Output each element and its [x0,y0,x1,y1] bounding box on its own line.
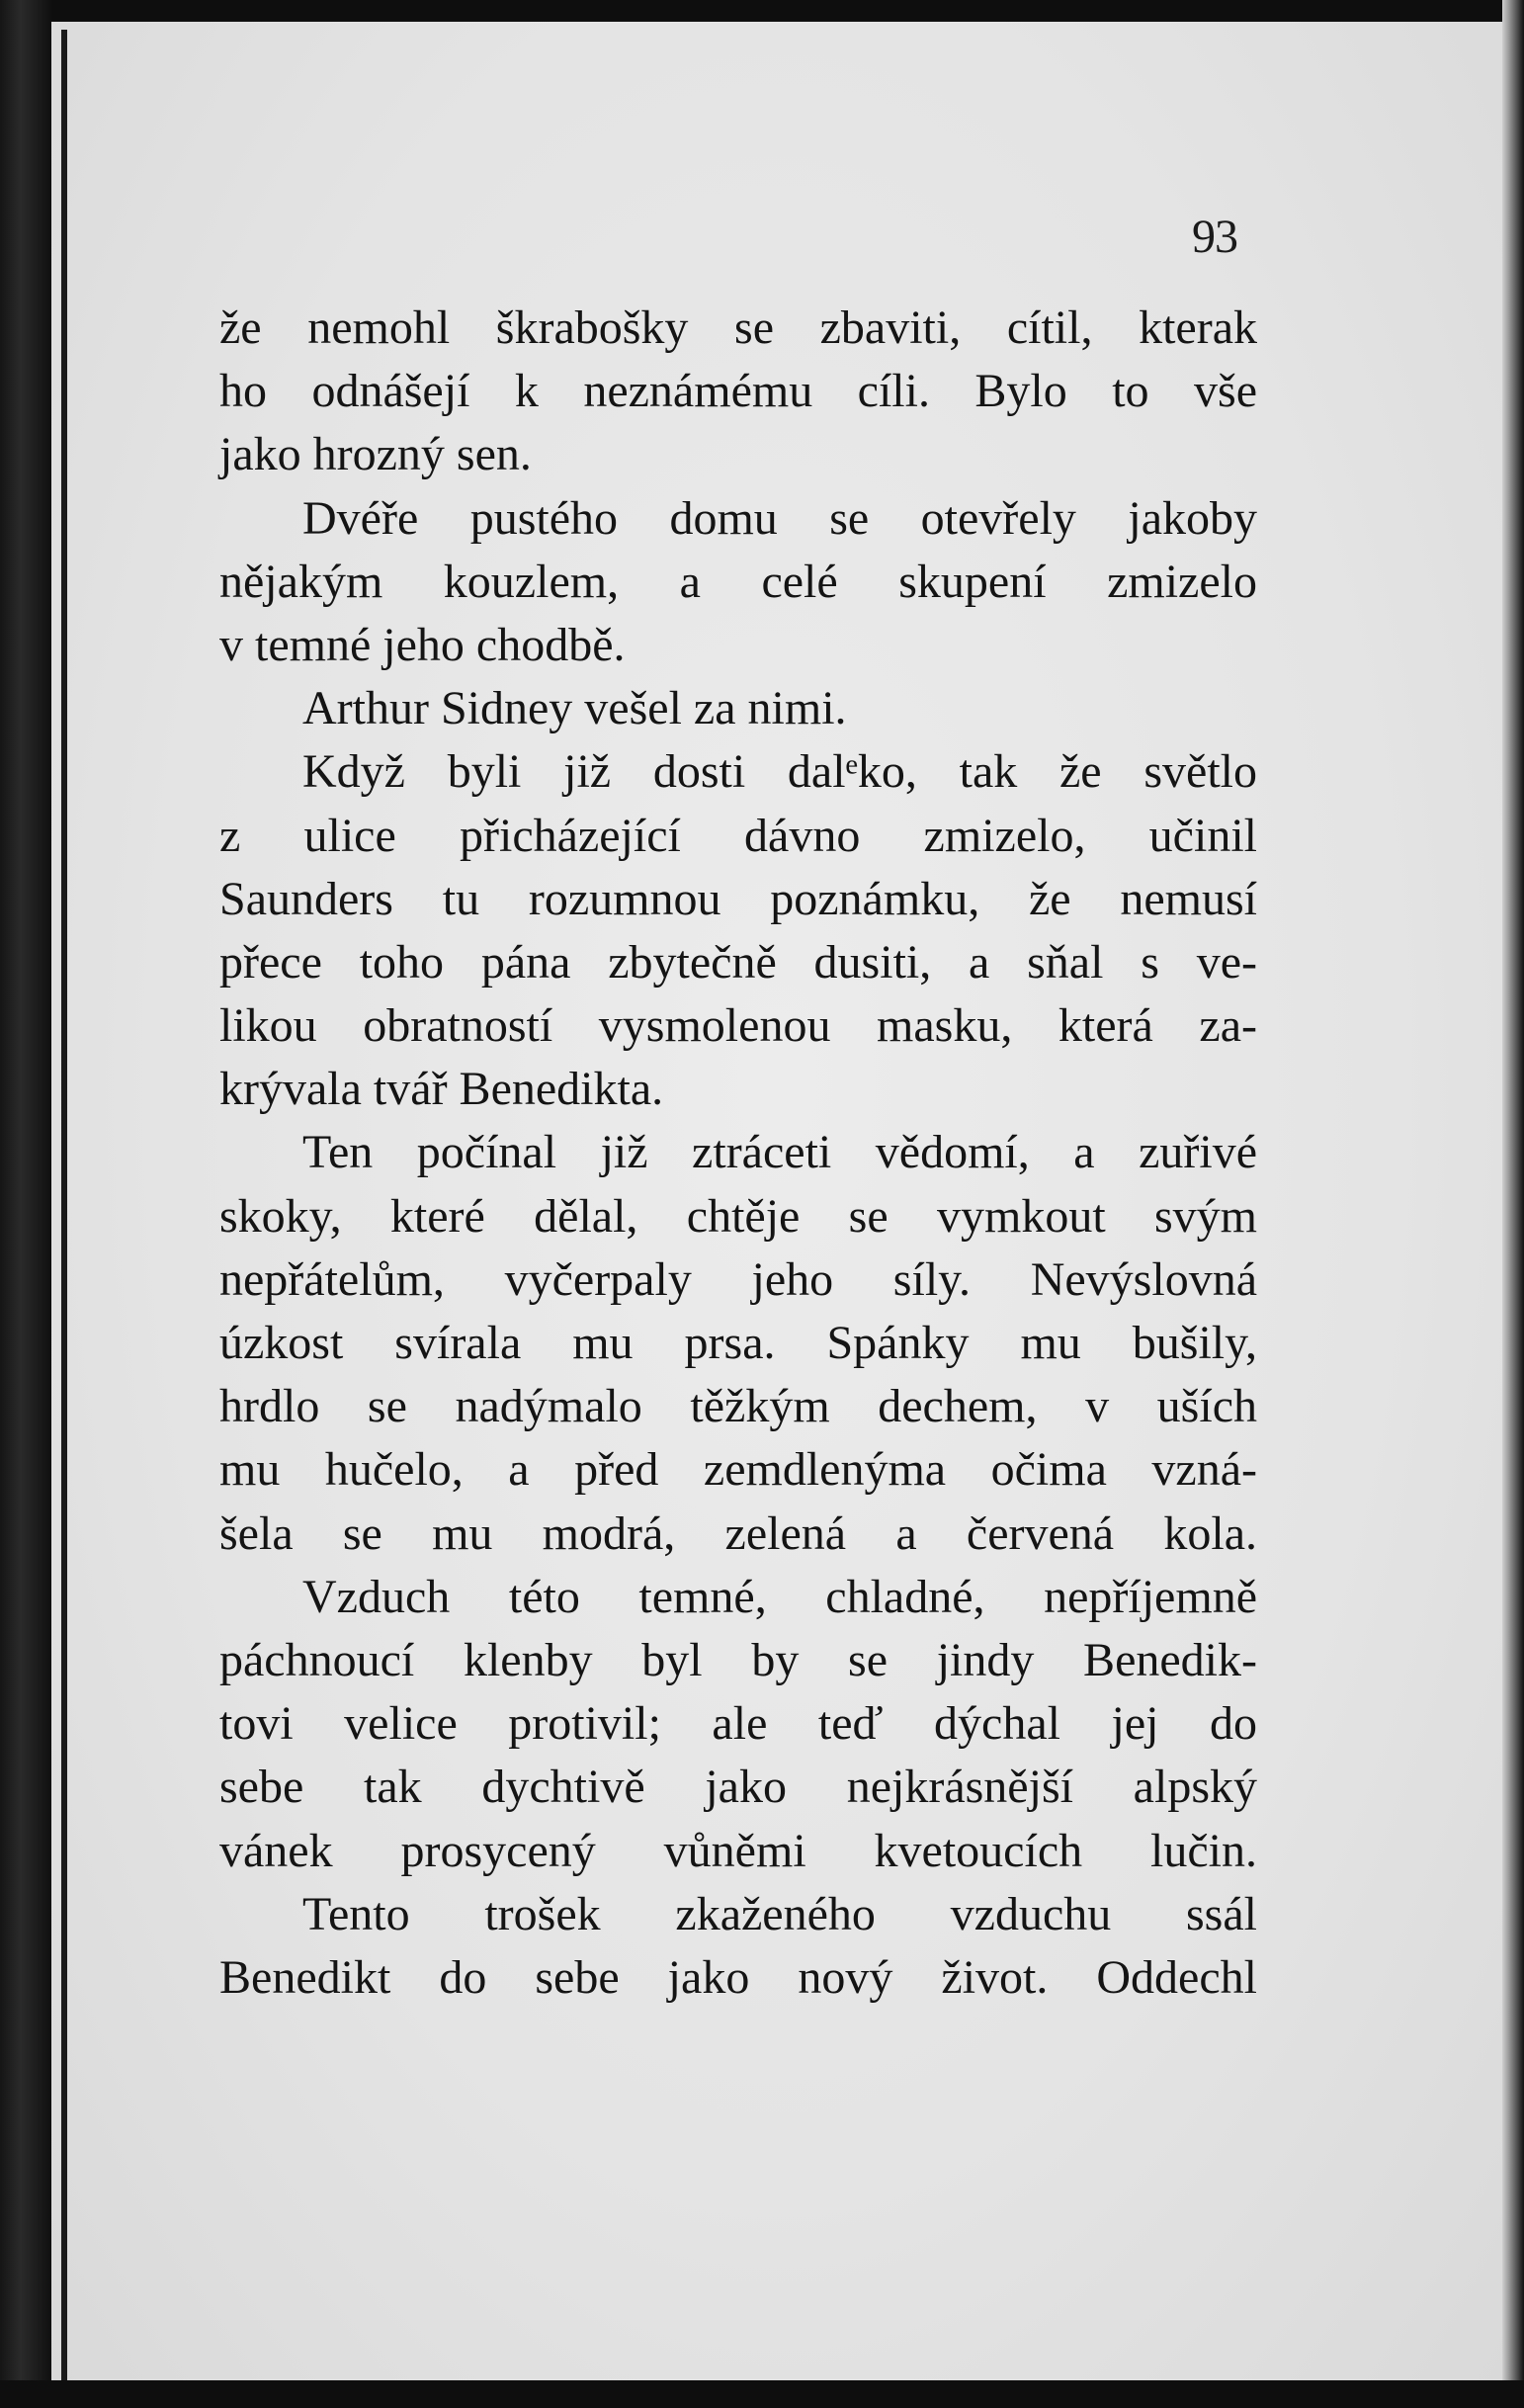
text-line: Tento trošek zkaženého vzduchu ssál [302,1887,1257,1940]
text-line: skoky, které dělal, chtěje se vymkout svým [219,1189,1257,1243]
text-line: v temné jeho chodbě. [219,618,626,671]
text-line: likou obratností vysmolenou masku, která za- [219,999,1257,1053]
text-line: tovi velice protivil; ale teď dýchal jej do [219,1697,1257,1751]
right-page-edge [1502,0,1524,2408]
text-line: přece toho pána zbytečně dusiti, a sňal s ve- [219,935,1257,989]
text-line: vánek prosycený vůněmi kvetoucích lučin. [219,1824,1257,1877]
body-text [219,297,1257,2010]
text-line: páchnoucí klenby byl by se jindy Benedik- [219,1633,1257,1686]
text-line: Arthur Sidney vešel za nimi. [302,682,847,735]
text-line: úzkost svírala mu prsa. Spánky mu bušily, [219,1317,1257,1369]
text-line: ho odnášejí k neznámému cíli. Bylo to vše [219,365,1257,418]
text-line: Benedikt do sebe jako nový život. Oddechl [219,1950,1257,2004]
text-line: že nemohl škrabošky se zbaviti, cítil, kterak [219,301,1257,354]
text-line: nepřátelům, vyčerpaly jeho síly. Nevýslovná [219,1252,1257,1306]
page-number: 93 [1192,211,1237,263]
text-line: Saunders tu rozumnou poznámku, že nemusí [219,872,1257,925]
text-line: mu hučelo, a před zemdlenýma očima vzná- [219,1443,1257,1497]
text-line: z ulice přicházející dávno zmizelo, učinil [219,809,1257,862]
text-line: sebe tak dychtivě jako nejkrásnější alpský [219,1761,1257,1814]
book-gutter [0,0,51,2408]
text-line: šela se mu modrá, zelená a červená kola. [219,1506,1257,1560]
page-edge-line [61,30,67,2382]
bottom-page-edge [0,2380,1524,2408]
text-line: Vzduch této temné, chladné, nepříjemně [302,1570,1257,1623]
text-line: Ten počínal již ztráceti vědomí, a zuřivé [302,1126,1257,1179]
text-line: krývala tvář Benedikta. [219,1063,664,1116]
text-line: Dvéře pustého domu se otevřely jakoby [302,491,1257,545]
text-line: hrdlo se nadýmalo těžkým dechem, v uších [219,1380,1257,1433]
text-line: jako hrozný sen. [219,428,532,481]
text-line: Když byli již dosti dalᵉko, tak že světlo [302,745,1257,799]
text-line: nějakým kouzlem, a celé skupení zmizelo [219,555,1257,608]
